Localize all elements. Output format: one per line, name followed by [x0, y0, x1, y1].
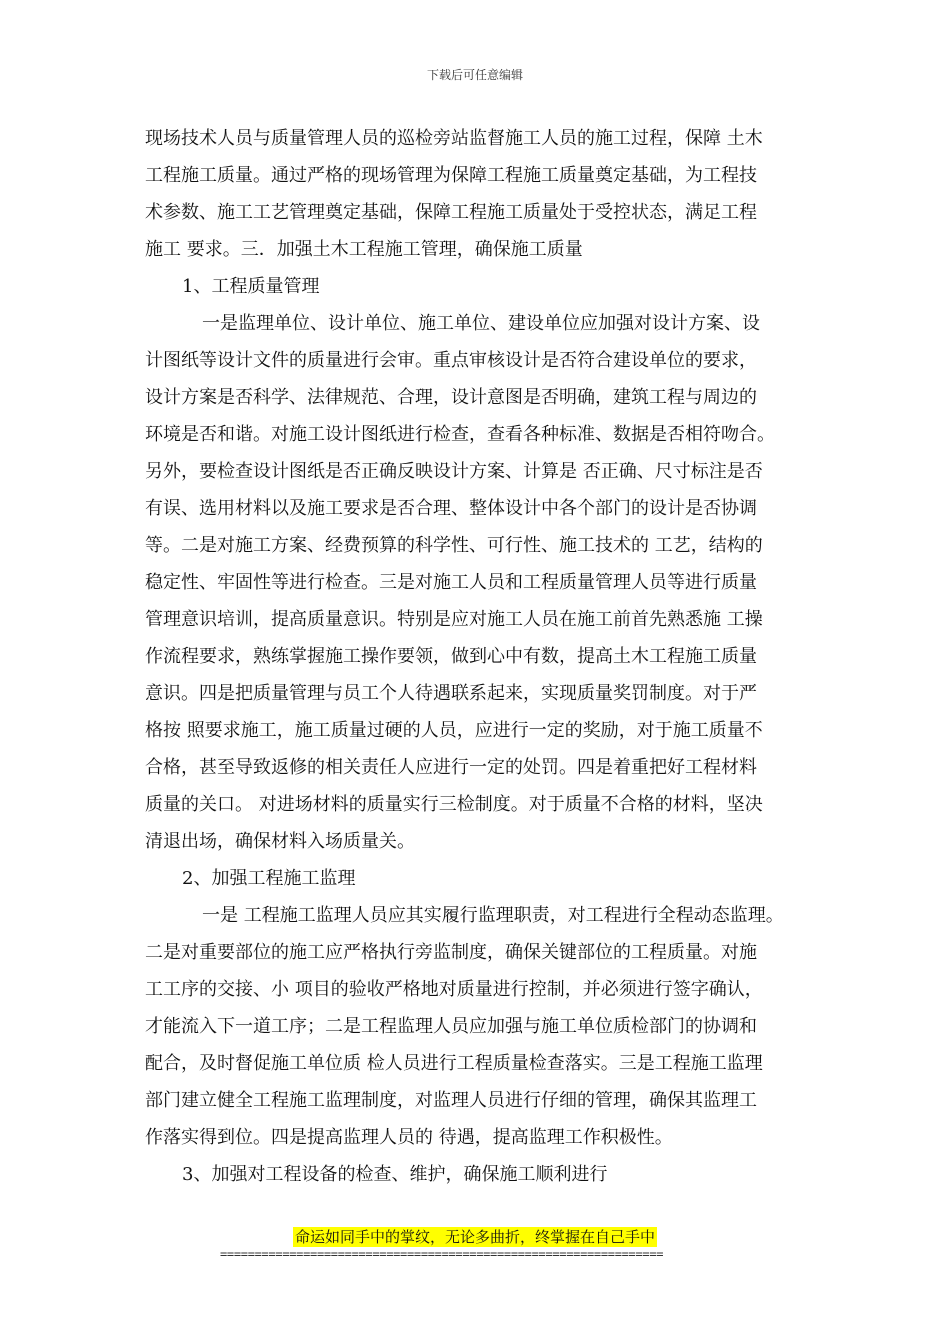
text-line: 工程施工质量。通过严格的现场管理为保障工程施工质量奠定基础，为工程技 [145, 165, 757, 186]
text-line: 格按 照要求施工，施工质量过硬的人员，应进行一定的奖励，对于施工质量不 [145, 720, 763, 741]
text-line: 合格，甚至导致返修的相关责任人应进行一定的处罚。四是着重把好工程材料 [145, 757, 757, 778]
text-line: 一是 工程施工监理人员应其实履行监理职责，对工程进行全程动态监理。 [202, 905, 784, 926]
text-line: 作落实得到位。四是提高监理人员的 待遇，提高监理工作积极性。 [145, 1127, 673, 1148]
text-line: 清退出场，确保材料入场质量关。 [145, 831, 415, 852]
text-line: 另外，要检查设计图纸是否正确反映设计方案、计算是 否正确、尺寸标注是否 [145, 461, 763, 482]
text-line: 现场技术人员与质量管理人员的巡检旁站监督施工人员的施工过程，保障 土木 [145, 128, 763, 149]
text-line: 管理意识培训，提高质量意识。特别是应对施工人员在施工前首先熟悉施 工操 [145, 609, 763, 630]
text-line: 施工 要求。三．加强土木工程施工管理，确保施工质量 [145, 239, 583, 260]
text-line: 稳定性、牢固性等进行检查。三是对施工人员和工程质量管理人员等进行质量 [145, 572, 757, 593]
text-line: 质量的关口。 对进场材料的质量实行三检制度。对于质量不合格的材料，坚决 [145, 794, 763, 815]
text-line: 配合，及时督促施工单位质 检人员进行工程质量检查落实。三是工程施工监理 [145, 1053, 763, 1074]
footer-motto: 命运如同手中的掌纹，无论多曲折，终掌握在自己手中 [294, 1228, 655, 1246]
text-line: 有误、选用材料以及施工要求是否合理、整体设计中各个部门的设计是否协调 [145, 498, 757, 519]
section-heading: 2、加强工程施工监理 [182, 868, 356, 889]
text-line: 环境是否和谐。对施工设计图纸进行检查，查看各种标准、数据是否相符吻合。 [145, 424, 775, 445]
section-heading: 1、工程质量管理 [182, 276, 320, 297]
text-line: 才能流入下一道工序；二是工程监理人员应加强与施工单位质检部门的协调和 [145, 1016, 757, 1037]
text-line: 计图纸等设计文件的质量进行会审。重点审核设计是否符合建设单位的要求， [145, 350, 757, 371]
page-header: 下载后可任意编辑 [426, 68, 523, 82]
text-line: 二是对重要部位的施工应严格执行旁监制度，确保关键部位的工程质量。对施 [145, 942, 757, 963]
text-line: 术参数、施工工艺管理奠定基础，保障工程施工质量处于受控状态，满足工程 [145, 202, 757, 223]
section-heading: 3、加强对工程设备的检查、维护，确保施工顺利进行 [182, 1164, 608, 1185]
text-line: 工工序的交接、小 项目的验收严格地对质量进行控制，并必须进行签字确认， [145, 979, 763, 1000]
text-line: 一是监理单位、设计单位、施工单位、建设单位应加强对设计方案、设 [202, 313, 760, 334]
text-line: 等。二是对施工方案、经费预算的科学性、可行性、施工技术的 工艺，结构的 [145, 535, 763, 556]
footer-rule: ================================================================ [220, 1247, 664, 1261]
text-line: 意识。四是把质量管理与员工个人待遇联系起来，实现质量奖罚制度。对于严 [145, 683, 757, 704]
text-line: 设计方案是否科学、法律规范、合理，设计意图是否明确，建筑工程与周边的 [145, 387, 757, 408]
text-line: 部门建立健全工程施工监理制度，对监理人员进行仔细的管理，确保其监理工 [145, 1090, 757, 1111]
document-body [145, 120, 810, 1193]
text-line: 作流程要求，熟练掌握施工操作要领，做到心中有数，提高土木工程施工质量 [145, 646, 757, 667]
page-footer [0, 1227, 950, 1247]
